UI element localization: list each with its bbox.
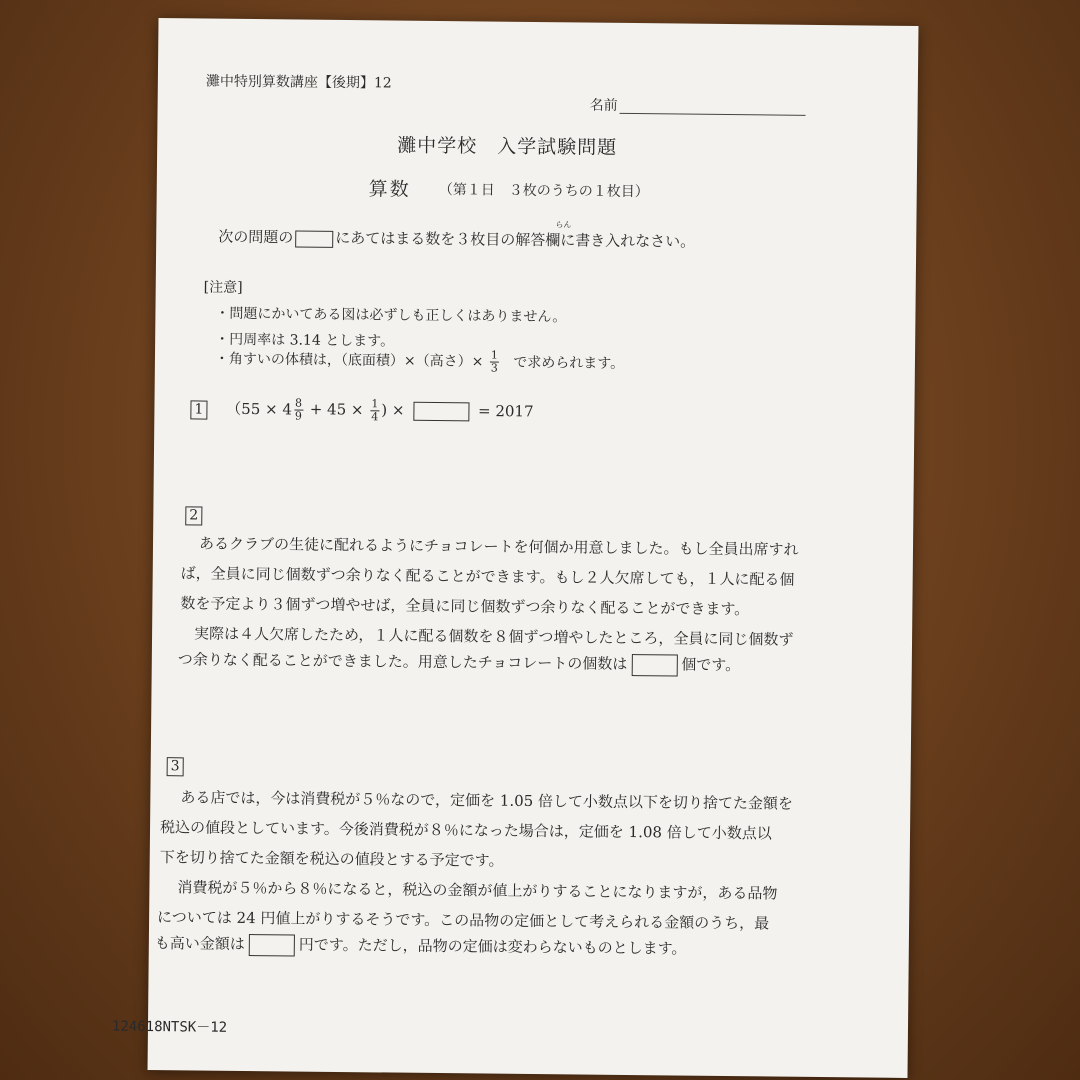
answer-box[interactable]	[249, 934, 295, 956]
notes-title: [注意]	[203, 279, 243, 296]
note-cone-volume	[215, 347, 625, 376]
q1-part1: （55 × 4	[226, 399, 293, 418]
furigana: らん	[555, 220, 572, 230]
subject-note: （第１日 ３枚のうちの１枚目）	[438, 181, 649, 201]
q2-line: あるクラブの生徒に配れるようにチョコレートを何個か用意しました。もし全員出席すれ	[198, 534, 799, 559]
document-code: 124618NTSK－12	[111, 1018, 228, 1036]
answer-box-sample	[295, 230, 333, 247]
fraction-one-third: $\frac{1}{3}$	[490, 348, 499, 375]
answer-box[interactable]	[631, 654, 677, 676]
q3-line: については 24 円値上がりするそうです。この品物の定価として考えられる金額のうち，最	[157, 908, 770, 933]
fraction-8-9: $\frac{8}{9}$	[294, 396, 303, 423]
course-header: 灘中特別算数講座【後期】12	[205, 73, 392, 92]
q3-line: ある店では，今は消費税が５％なので，定価を 1.05 倍して小数点以下を切り捨てた金額を	[180, 788, 794, 813]
q2-line-last: つ余りなく配ることができました。用意したチョコレートの個数は 個です。	[178, 648, 741, 677]
cone-text-before: ・角すいの体積は，（底面積）×（高さ）×	[214, 351, 484, 370]
instruction-after: にあてはまる数を３枚目の解答欄に書き入れなさい。	[335, 228, 696, 251]
question-number: 3	[167, 757, 184, 776]
subject-title: 算数	[368, 178, 411, 201]
q2-line: 実際は４人欠席したため，１人に配る個数を８個ずつ増やしたところ，全員に同じ個数ず	[193, 624, 794, 649]
note-item: ・問題にかいてある図は必ずしも正しくはありません。	[215, 305, 567, 326]
q2-line: ば，全員に同じ個数ずつ余りなく配ることができます。もし２人欠席しても，１人に配る個	[180, 564, 795, 589]
question-number: 2	[185, 506, 202, 525]
q3-line: 税込の値段としています。今後消費税が８％になった場合は，定価を 1.08 倍して小数点以	[159, 818, 772, 843]
name-field-line[interactable]	[620, 113, 806, 116]
q1-part2: + 45 ×	[309, 400, 364, 419]
exam-title: 灘中学校 入学試験問題	[397, 134, 618, 159]
instruction-before: 次の問題の	[218, 227, 294, 247]
fraction-1-4: $\frac{1}{4}$	[371, 397, 379, 424]
question-3	[167, 755, 184, 776]
q1-part3: ) ×	[381, 400, 405, 420]
question-1	[190, 396, 533, 425]
q3-line: 消費税が５％から８％になると，税込の金額が値上がりすることになりますが，ある品物	[177, 878, 778, 903]
instruction-line	[218, 226, 695, 252]
q1-part4: = 2017	[477, 401, 534, 421]
note-item: ・円周率は 3.14 とします。	[215, 331, 395, 350]
question-number: 1	[190, 400, 207, 419]
q3-line-last: も高い金額は 円です。ただし，品物の定価は変わらないものとします。	[154, 934, 687, 958]
cone-text-after: で求められます。	[513, 354, 625, 372]
q2-line: 数を予定より３個ずつ増やせば，全員に同じ個数ずつ余りなく配ることができます。	[180, 594, 750, 619]
q3-line: 下を切り捨てた金額を税込の値段とする予定です。	[159, 848, 504, 870]
name-label: 名前	[589, 97, 618, 114]
question-2	[185, 504, 202, 525]
answer-box[interactable]	[413, 402, 469, 422]
exam-sheet	[111, 18, 919, 1078]
